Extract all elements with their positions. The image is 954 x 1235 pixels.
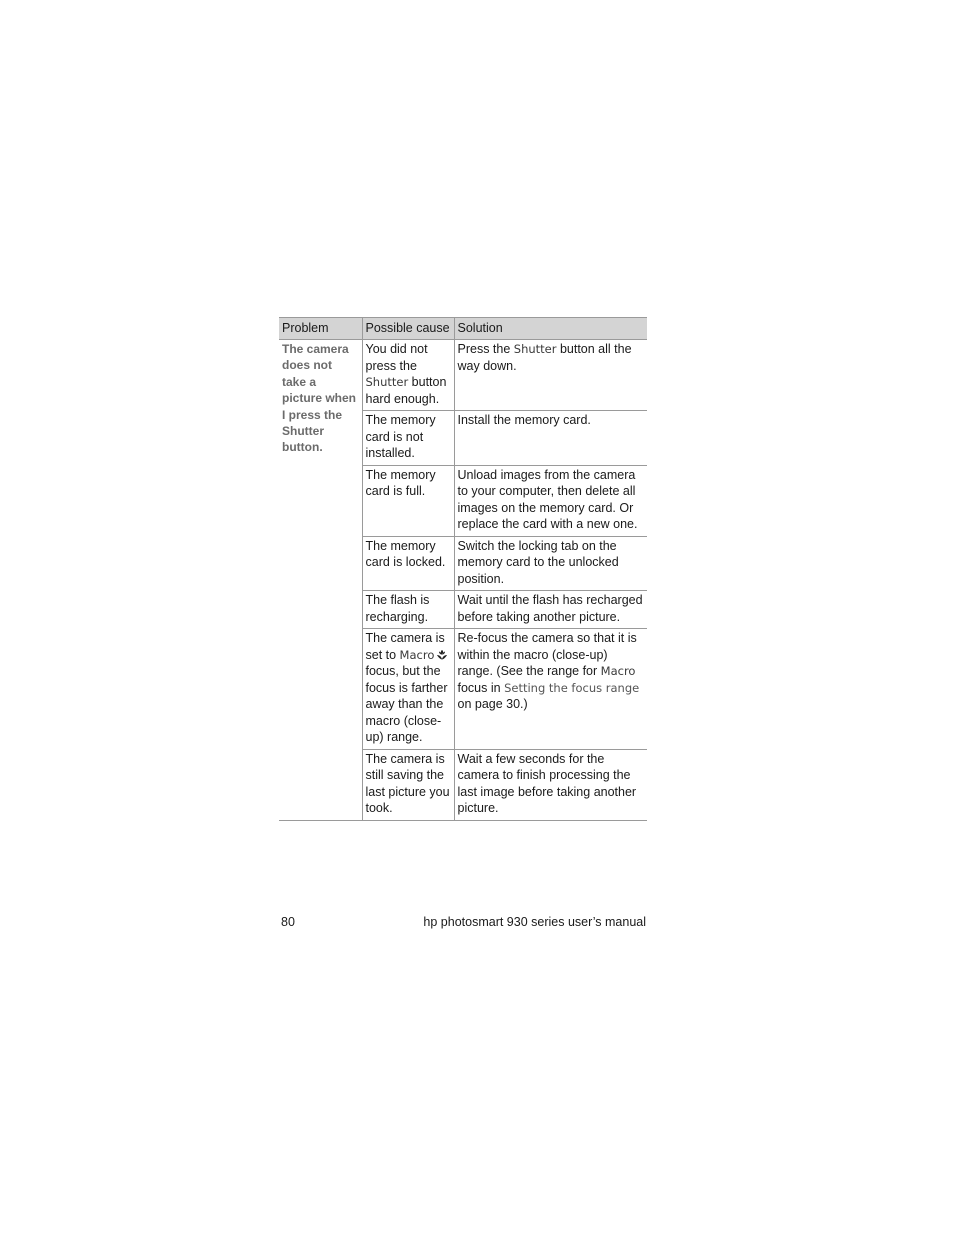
solution-cell [454, 465, 647, 536]
cause-cell [362, 465, 454, 536]
cause-cell [362, 411, 454, 466]
text-run: Press the [457, 342, 514, 356]
table-body [279, 340, 647, 821]
table-header-row [279, 318, 647, 340]
text-run: Unload images from the camera to your computer, then delete all images on the memory card. Or replace the card with a new one. [457, 467, 638, 531]
button-name-term: Macro [399, 647, 435, 662]
solution-cell [454, 536, 647, 591]
button-name-term: Macro [600, 664, 636, 678]
button-name-term: Shutter [365, 375, 409, 389]
solution-cell [454, 411, 647, 466]
header-possible-cause: Possible cause [362, 318, 454, 340]
text-run: The camera is set to [365, 631, 445, 662]
text-run: focus in [457, 680, 505, 695]
text-run: Wait until the flash has recharged before taking another picture. [457, 593, 643, 624]
text-run: The flash is recharging. [365, 593, 430, 624]
text-run: Install the memory card. [457, 413, 591, 427]
text-run: Wait a few seconds for the camera to finish processing the last image before taking another picture. [457, 751, 637, 815]
cause-cell [362, 749, 454, 820]
text-run: The camera is still saving the last picture you took. [365, 751, 450, 815]
problem-cell: The camera does not take a picture when I press the Shutter button. [279, 340, 362, 821]
troubleshooting-table [279, 317, 647, 821]
solution-cell [454, 629, 647, 750]
text-run: Switch the locking tab on the memory card to the unlocked position. [457, 538, 619, 586]
cause-cell [362, 536, 454, 591]
text-run: on page 30.) [457, 697, 528, 711]
text-run: focus, but the focus is farther away than the macro (close-up) range. [365, 664, 448, 744]
page-number: 80 [281, 915, 295, 929]
text-run: button hard enough. [365, 375, 447, 406]
text-run: button all the way down. [457, 342, 632, 373]
cross-reference-link[interactable]: Setting the focus range [504, 680, 640, 695]
macro-flower-icon [436, 648, 448, 659]
text-run: The memory card is full. [365, 467, 436, 498]
cause-cell [362, 340, 454, 411]
manual-title: hp photosmart 930 series user’s manual [423, 915, 646, 929]
header-solution: Solution [454, 318, 647, 340]
text-run: The memory card is locked. [365, 538, 446, 569]
solution-cell [454, 749, 647, 820]
table-row [279, 340, 647, 411]
solution-cell [454, 591, 647, 629]
button-name-term: Shutter [513, 342, 557, 356]
header-problem: Problem [279, 318, 362, 340]
text-run: You did not press the [365, 342, 428, 373]
cause-cell [362, 629, 454, 750]
solution-cell [454, 340, 647, 411]
text-run: Re-focus the camera so that it is within the macro (close-up) range. (See the range for [457, 631, 637, 678]
text-run: The memory card is not installed. [365, 413, 436, 460]
cause-cell [362, 591, 454, 629]
